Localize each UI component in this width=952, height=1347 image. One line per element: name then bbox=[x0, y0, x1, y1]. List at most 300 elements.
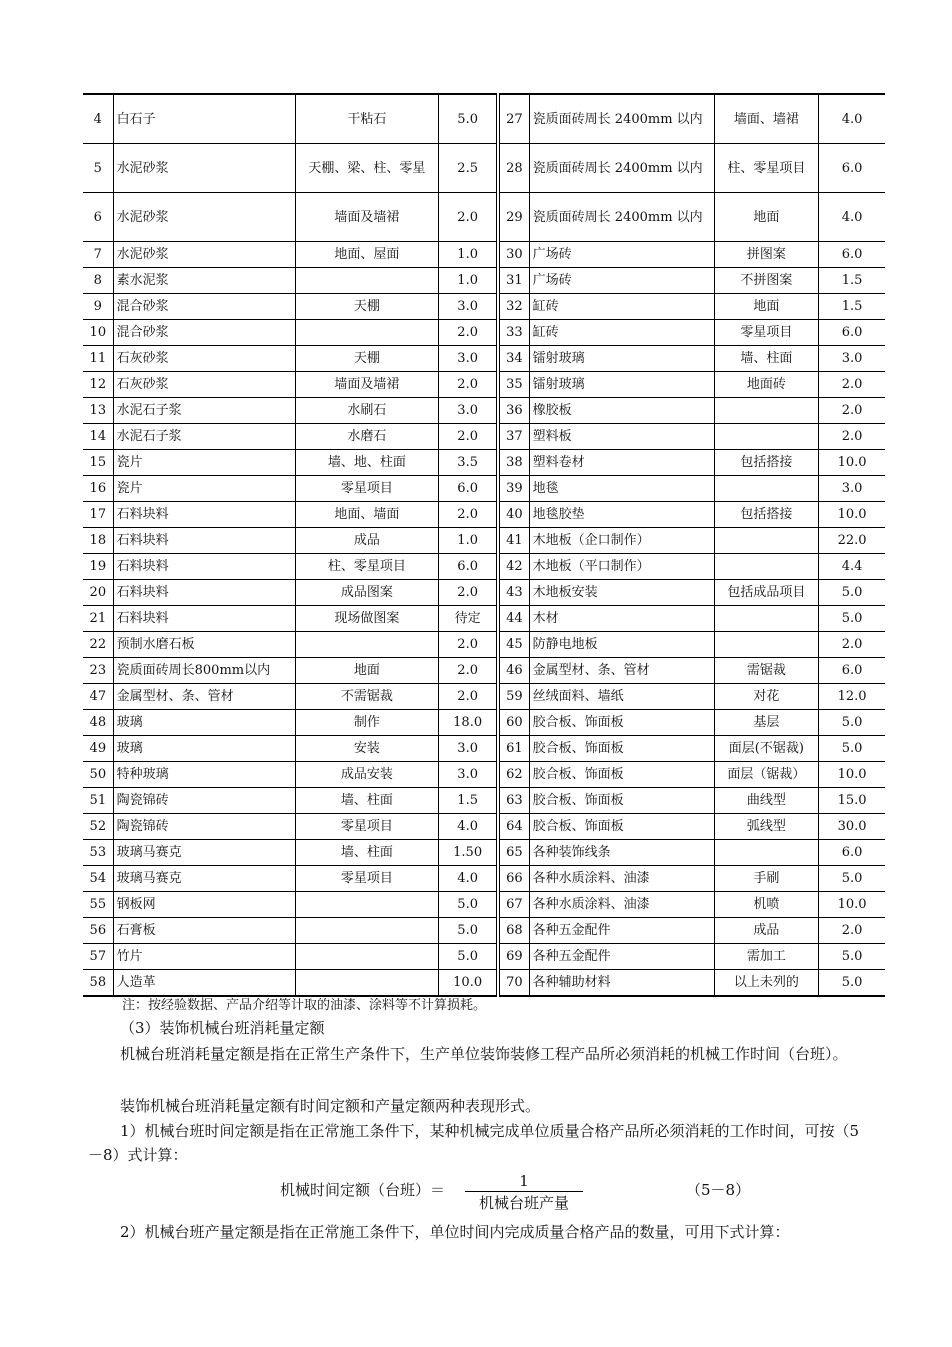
material-name: 石料块料 bbox=[113, 502, 295, 528]
usage-condition bbox=[714, 398, 819, 424]
material-name: 水泥砂浆 bbox=[113, 242, 295, 268]
material-name: 各种装饰线条 bbox=[529, 840, 714, 866]
loss-rate: 4.4 bbox=[819, 554, 885, 580]
loss-rate: 5.0 bbox=[439, 944, 498, 970]
loss-rate: 12.0 bbox=[819, 684, 885, 710]
material-name: 镭射玻璃 bbox=[529, 346, 714, 372]
usage-condition: 零星项目 bbox=[295, 476, 439, 502]
item-number: 18 bbox=[83, 528, 113, 554]
table-row bbox=[83, 193, 885, 242]
loss-rate: 6.0 bbox=[439, 554, 498, 580]
table-row bbox=[83, 710, 885, 736]
loss-rate: 10.0 bbox=[819, 762, 885, 788]
loss-rate: 5.0 bbox=[819, 944, 885, 970]
loss-rate: 3.0 bbox=[439, 294, 498, 320]
usage-condition: 墙面及墙裙 bbox=[295, 372, 439, 398]
loss-rate: 2.0 bbox=[439, 658, 498, 684]
item-number: 53 bbox=[83, 840, 113, 866]
material-name: 素水泥浆 bbox=[113, 268, 295, 294]
usage-condition: 不需锯裁 bbox=[295, 684, 439, 710]
loss-rate: 6.0 bbox=[819, 658, 885, 684]
material-name: 混合砂浆 bbox=[113, 294, 295, 320]
material-name: 瓷片 bbox=[113, 476, 295, 502]
item-number: 47 bbox=[83, 684, 113, 710]
table-row bbox=[83, 502, 885, 528]
material-name: 各种辅助材料 bbox=[529, 970, 714, 997]
item-number: 67 bbox=[498, 892, 529, 918]
item-number: 43 bbox=[498, 580, 529, 606]
item-number: 13 bbox=[83, 398, 113, 424]
usage-condition: 不拼图案 bbox=[714, 268, 819, 294]
item-number: 41 bbox=[498, 528, 529, 554]
item-number: 15 bbox=[83, 450, 113, 476]
usage-condition: 拼图案 bbox=[714, 242, 819, 268]
item-number: 6 bbox=[83, 193, 113, 242]
usage-condition: 地面 bbox=[714, 193, 819, 242]
table-body bbox=[83, 94, 885, 996]
usage-condition: 零星项目 bbox=[295, 866, 439, 892]
formula-lhs: 机械时间定额（台班）＝ bbox=[280, 1181, 446, 1199]
loss-rate: 30.0 bbox=[819, 814, 885, 840]
material-name: 石料块料 bbox=[113, 580, 295, 606]
material-name: 防静电地板 bbox=[529, 632, 714, 658]
loss-rate: 2.0 bbox=[439, 632, 498, 658]
item-number: 42 bbox=[498, 554, 529, 580]
item-number: 5 bbox=[83, 144, 113, 193]
material-name: 瓷片 bbox=[113, 450, 295, 476]
material-name: 木地板（企口制作） bbox=[529, 528, 714, 554]
usage-condition: 地面、墙面 bbox=[295, 502, 439, 528]
material-name: 各种五金配件 bbox=[529, 918, 714, 944]
material-name: 水泥砂浆 bbox=[113, 193, 295, 242]
material-name: 广场砖 bbox=[529, 268, 714, 294]
usage-condition bbox=[295, 320, 439, 346]
material-name: 玻璃马赛克 bbox=[113, 866, 295, 892]
usage-condition bbox=[295, 268, 439, 294]
item-number: 37 bbox=[498, 424, 529, 450]
table-row bbox=[83, 580, 885, 606]
material-name: 缸砖 bbox=[529, 294, 714, 320]
usage-condition: 成品安装 bbox=[295, 762, 439, 788]
material-name: 特种玻璃 bbox=[113, 762, 295, 788]
table-row bbox=[83, 94, 885, 144]
item-number: 30 bbox=[498, 242, 529, 268]
item-number: 32 bbox=[498, 294, 529, 320]
material-name: 木材 bbox=[529, 606, 714, 632]
table-row bbox=[83, 294, 885, 320]
item-number: 38 bbox=[498, 450, 529, 476]
loss-rate: 1.50 bbox=[439, 840, 498, 866]
loss-rate: 2.0 bbox=[439, 502, 498, 528]
material-name: 胶合板、饰面板 bbox=[529, 788, 714, 814]
item-number: 59 bbox=[498, 684, 529, 710]
loss-rate: 10.0 bbox=[819, 892, 885, 918]
usage-condition: 地面砖 bbox=[714, 372, 819, 398]
usage-condition: 天棚 bbox=[295, 294, 439, 320]
paragraph: 1）机械台班时间定额是指在正常施工条件下，某种机械完成单位质量合格产品所必须消耗的工作时间，可按（5－8）式计算： bbox=[88, 1122, 860, 1164]
usage-condition bbox=[714, 528, 819, 554]
item-number: 50 bbox=[83, 762, 113, 788]
loss-rate: 3.0 bbox=[819, 346, 885, 372]
item-number: 28 bbox=[498, 144, 529, 193]
paragraph: 机械台班消耗量定额是指在正常生产条件下，生产单位装饰装修工程产品所必须消耗的机械工作时间（台班）。 bbox=[120, 1045, 848, 1063]
table-row bbox=[83, 320, 885, 346]
usage-condition bbox=[295, 892, 439, 918]
usage-condition: 包括成品项目 bbox=[714, 580, 819, 606]
material-name: 石灰砂浆 bbox=[113, 372, 295, 398]
usage-condition: 地面、屋面 bbox=[295, 242, 439, 268]
loss-rate: 5.0 bbox=[819, 970, 885, 997]
material-name: 金属型材、条、管材 bbox=[529, 658, 714, 684]
material-name: 陶瓷锦砖 bbox=[113, 814, 295, 840]
loss-rate: 1.0 bbox=[439, 528, 498, 554]
loss-rate: 3.0 bbox=[439, 762, 498, 788]
usage-condition: 墙、柱面 bbox=[714, 346, 819, 372]
table-row bbox=[83, 450, 885, 476]
loss-rate: 4.0 bbox=[819, 193, 885, 242]
item-number: 27 bbox=[498, 94, 529, 144]
item-number: 14 bbox=[83, 424, 113, 450]
table-row bbox=[83, 372, 885, 398]
item-number: 68 bbox=[498, 918, 529, 944]
item-number: 21 bbox=[83, 606, 113, 632]
usage-condition: 机喷 bbox=[714, 892, 819, 918]
formula-numerator: 1 bbox=[465, 1171, 583, 1192]
loss-rate: 2.0 bbox=[819, 398, 885, 424]
loss-rate: 6.0 bbox=[819, 840, 885, 866]
loss-rate: 3.0 bbox=[439, 398, 498, 424]
usage-condition: 以上未列的 bbox=[714, 970, 819, 997]
usage-condition bbox=[714, 606, 819, 632]
loss-rate: 2.0 bbox=[439, 193, 498, 242]
material-name: 塑料卷材 bbox=[529, 450, 714, 476]
material-name: 丝绒面料、墙纸 bbox=[529, 684, 714, 710]
loss-rate: 5.0 bbox=[819, 710, 885, 736]
table-row bbox=[83, 144, 885, 193]
usage-condition bbox=[295, 918, 439, 944]
usage-condition: 需锯裁 bbox=[714, 658, 819, 684]
material-name: 胶合板、饰面板 bbox=[529, 710, 714, 736]
table-row bbox=[83, 814, 885, 840]
item-number: 58 bbox=[83, 970, 113, 997]
equation-number: （5－8） bbox=[686, 1181, 751, 1199]
item-number: 22 bbox=[83, 632, 113, 658]
item-number: 39 bbox=[498, 476, 529, 502]
item-number: 20 bbox=[83, 580, 113, 606]
item-number: 11 bbox=[83, 346, 113, 372]
material-name: 石灰砂浆 bbox=[113, 346, 295, 372]
formula-fraction bbox=[465, 1171, 583, 1214]
item-number: 7 bbox=[83, 242, 113, 268]
material-name: 石料块料 bbox=[113, 554, 295, 580]
usage-condition: 干粘石 bbox=[295, 94, 439, 144]
item-number: 16 bbox=[83, 476, 113, 502]
material-name: 玻璃 bbox=[113, 710, 295, 736]
usage-condition: 手刷 bbox=[714, 866, 819, 892]
item-number: 31 bbox=[498, 268, 529, 294]
item-number: 9 bbox=[83, 294, 113, 320]
material-name: 橡胶板 bbox=[529, 398, 714, 424]
usage-condition: 成品 bbox=[295, 528, 439, 554]
material-name: 瓷质面砖周长 2400mm 以内 bbox=[529, 193, 714, 242]
material-name: 钢板网 bbox=[113, 892, 295, 918]
material-name: 石料块料 bbox=[113, 528, 295, 554]
usage-condition: 对花 bbox=[714, 684, 819, 710]
material-name: 地毯胶垫 bbox=[529, 502, 714, 528]
item-number: 36 bbox=[498, 398, 529, 424]
usage-condition: 水刷石 bbox=[295, 398, 439, 424]
loss-rate: 1.5 bbox=[819, 268, 885, 294]
table-row bbox=[83, 762, 885, 788]
loss-rate: 2.0 bbox=[439, 424, 498, 450]
item-number: 70 bbox=[498, 970, 529, 997]
usage-condition: 成品图案 bbox=[295, 580, 439, 606]
table-row bbox=[83, 788, 885, 814]
item-number: 29 bbox=[498, 193, 529, 242]
material-name: 瓷质面砖周长 2400mm 以内 bbox=[529, 94, 714, 144]
item-number: 69 bbox=[498, 944, 529, 970]
usage-condition: 墙、柱面 bbox=[295, 788, 439, 814]
paragraph: 装饰机械台班消耗量定额有时间定额和产量定额两种表现形式。 bbox=[120, 1097, 541, 1115]
loss-rate: 3.0 bbox=[439, 346, 498, 372]
usage-condition: 包括搭接 bbox=[714, 502, 819, 528]
material-name: 缸砖 bbox=[529, 320, 714, 346]
table-row bbox=[83, 684, 885, 710]
material-name: 水泥砂浆 bbox=[113, 144, 295, 193]
usage-condition bbox=[714, 476, 819, 502]
loss-rate: 2.0 bbox=[819, 424, 885, 450]
loss-rate: 6.0 bbox=[819, 320, 885, 346]
table-row bbox=[83, 892, 885, 918]
material-name: 预制水磨石板 bbox=[113, 632, 295, 658]
table-row bbox=[83, 242, 885, 268]
item-number: 63 bbox=[498, 788, 529, 814]
loss-rate: 2.5 bbox=[439, 144, 498, 193]
loss-rate: 2.0 bbox=[439, 580, 498, 606]
usage-condition: 零星项目 bbox=[295, 814, 439, 840]
loss-rate: 4.0 bbox=[439, 814, 498, 840]
loss-rate: 5.0 bbox=[439, 918, 498, 944]
material-name: 混合砂浆 bbox=[113, 320, 295, 346]
usage-condition: 成品 bbox=[714, 918, 819, 944]
loss-rate: 2.0 bbox=[439, 684, 498, 710]
material-name: 胶合板、饰面板 bbox=[529, 736, 714, 762]
loss-rate: 2.0 bbox=[819, 632, 885, 658]
loss-rate: 22.0 bbox=[819, 528, 885, 554]
table-row bbox=[83, 918, 885, 944]
section-heading: （3）装饰机械台班消耗量定额 bbox=[120, 1019, 325, 1037]
table-row bbox=[83, 840, 885, 866]
loss-rate: 5.0 bbox=[819, 580, 885, 606]
loss-rate: 18.0 bbox=[439, 710, 498, 736]
usage-condition: 制作 bbox=[295, 710, 439, 736]
usage-condition: 基层 bbox=[714, 710, 819, 736]
material-name: 各种水质涂料、油漆 bbox=[529, 892, 714, 918]
table-row bbox=[83, 528, 885, 554]
loss-rate: 1.0 bbox=[439, 268, 498, 294]
loss-rate: 5.0 bbox=[439, 94, 498, 144]
usage-condition: 地面 bbox=[714, 294, 819, 320]
usage-condition: 墙、柱面 bbox=[295, 840, 439, 866]
item-number: 55 bbox=[83, 892, 113, 918]
item-number: 17 bbox=[83, 502, 113, 528]
usage-condition: 天棚、梁、柱、零星 bbox=[295, 144, 439, 193]
usage-condition: 墙面、墙裙 bbox=[714, 94, 819, 144]
loss-rate: 10.0 bbox=[439, 970, 498, 997]
usage-condition: 曲线型 bbox=[714, 788, 819, 814]
material-name: 白石子 bbox=[113, 94, 295, 144]
item-number: 19 bbox=[83, 554, 113, 580]
item-number: 62 bbox=[498, 762, 529, 788]
material-name: 木地板（平口制作） bbox=[529, 554, 714, 580]
usage-condition bbox=[295, 944, 439, 970]
item-number: 56 bbox=[83, 918, 113, 944]
usage-condition: 零星项目 bbox=[714, 320, 819, 346]
table-row bbox=[83, 736, 885, 762]
item-number: 64 bbox=[498, 814, 529, 840]
item-number: 49 bbox=[83, 736, 113, 762]
material-name: 塑料板 bbox=[529, 424, 714, 450]
material-name: 胶合板、饰面板 bbox=[529, 814, 714, 840]
usage-condition bbox=[295, 970, 439, 997]
usage-condition: 地面 bbox=[295, 658, 439, 684]
usage-condition: 面层（锯裁） bbox=[714, 762, 819, 788]
table-row bbox=[83, 398, 885, 424]
loss-rate: 2.0 bbox=[439, 320, 498, 346]
usage-condition: 水磨石 bbox=[295, 424, 439, 450]
loss-rate: 6.0 bbox=[819, 144, 885, 193]
item-number: 40 bbox=[498, 502, 529, 528]
table-row bbox=[83, 268, 885, 294]
material-name: 木地板安装 bbox=[529, 580, 714, 606]
usage-condition: 柱、零星项目 bbox=[295, 554, 439, 580]
item-number: 23 bbox=[83, 658, 113, 684]
loss-rate: 1.5 bbox=[439, 788, 498, 814]
material-name: 石膏板 bbox=[113, 918, 295, 944]
material-name: 金属型材、条、管材 bbox=[113, 684, 295, 710]
table-row bbox=[83, 424, 885, 450]
formula-5-8 bbox=[0, 1171, 952, 1215]
loss-rate: 2.0 bbox=[819, 918, 885, 944]
loss-rate: 3.0 bbox=[439, 736, 498, 762]
item-number: 57 bbox=[83, 944, 113, 970]
usage-condition: 包括搭接 bbox=[714, 450, 819, 476]
item-number: 48 bbox=[83, 710, 113, 736]
material-name: 瓷质面砖周长 2400mm 以内 bbox=[529, 144, 714, 193]
loss-rate: 15.0 bbox=[819, 788, 885, 814]
table-row bbox=[83, 658, 885, 684]
loss-rate: 6.0 bbox=[819, 242, 885, 268]
item-number: 8 bbox=[83, 268, 113, 294]
material-name: 玻璃 bbox=[113, 736, 295, 762]
loss-rate: 3.5 bbox=[439, 450, 498, 476]
item-number: 65 bbox=[498, 840, 529, 866]
formula-denominator: 机械台班产量 bbox=[478, 1194, 569, 1212]
item-number: 4 bbox=[83, 94, 113, 144]
item-number: 60 bbox=[498, 710, 529, 736]
material-name: 水泥石子浆 bbox=[113, 398, 295, 424]
table-row bbox=[83, 970, 885, 997]
paragraph: 2）机械台班产量定额是指在正常施工条件下，单位时间内完成质量合格产品的数量，可用下式计算： bbox=[120, 1223, 790, 1241]
loss-rate: 1.0 bbox=[439, 242, 498, 268]
item-number: 10 bbox=[83, 320, 113, 346]
usage-condition: 现场做图案 bbox=[295, 606, 439, 632]
usage-condition bbox=[295, 632, 439, 658]
item-number: 46 bbox=[498, 658, 529, 684]
loss-rate: 5.0 bbox=[439, 892, 498, 918]
item-number: 12 bbox=[83, 372, 113, 398]
usage-condition bbox=[714, 554, 819, 580]
table-note: 注：按经验数据、产品介绍等计取的油漆、涂料等不计算损耗。 bbox=[122, 998, 487, 1013]
usage-condition bbox=[714, 632, 819, 658]
material-name: 水泥石子浆 bbox=[113, 424, 295, 450]
item-number: 61 bbox=[498, 736, 529, 762]
loss-rate: 3.0 bbox=[819, 476, 885, 502]
usage-condition bbox=[714, 840, 819, 866]
usage-condition bbox=[714, 424, 819, 450]
usage-condition: 天棚 bbox=[295, 346, 439, 372]
usage-condition: 柱、零星项目 bbox=[714, 144, 819, 193]
table-row bbox=[83, 554, 885, 580]
loss-rate: 1.5 bbox=[819, 294, 885, 320]
material-loss-rate-table bbox=[83, 93, 885, 997]
material-name: 胶合板、饰面板 bbox=[529, 762, 714, 788]
table-row bbox=[83, 632, 885, 658]
item-number: 66 bbox=[498, 866, 529, 892]
loss-rate: 4.0 bbox=[439, 866, 498, 892]
material-name: 人造革 bbox=[113, 970, 295, 997]
loss-rate: 2.0 bbox=[819, 372, 885, 398]
item-number: 34 bbox=[498, 346, 529, 372]
item-number: 52 bbox=[83, 814, 113, 840]
table-row bbox=[83, 606, 885, 632]
material-name: 镭射玻璃 bbox=[529, 372, 714, 398]
material-name: 各种水质涂料、油漆 bbox=[529, 866, 714, 892]
item-number: 35 bbox=[498, 372, 529, 398]
item-number: 51 bbox=[83, 788, 113, 814]
loss-rate: 10.0 bbox=[819, 502, 885, 528]
loss-rate: 6.0 bbox=[439, 476, 498, 502]
loss-rate: 5.0 bbox=[819, 866, 885, 892]
table-row bbox=[83, 346, 885, 372]
material-name: 竹片 bbox=[113, 944, 295, 970]
loss-rate: 5.0 bbox=[819, 736, 885, 762]
material-name: 陶瓷锦砖 bbox=[113, 788, 295, 814]
usage-condition: 墙、地、柱面 bbox=[295, 450, 439, 476]
material-name: 瓷质面砖周长800mm以内 bbox=[113, 658, 295, 684]
usage-condition: 弧线型 bbox=[714, 814, 819, 840]
item-number: 54 bbox=[83, 866, 113, 892]
material-name: 广场砖 bbox=[529, 242, 714, 268]
usage-condition: 安装 bbox=[295, 736, 439, 762]
table-row bbox=[83, 944, 885, 970]
table-row bbox=[83, 476, 885, 502]
usage-condition: 面层(不锯裁) bbox=[714, 736, 819, 762]
loss-rate: 4.0 bbox=[819, 94, 885, 144]
loss-rate: 5.0 bbox=[819, 606, 885, 632]
material-name: 玻璃马赛克 bbox=[113, 840, 295, 866]
loss-rate: 待定 bbox=[439, 606, 498, 632]
table-row bbox=[83, 866, 885, 892]
item-number: 33 bbox=[498, 320, 529, 346]
loss-rate: 10.0 bbox=[819, 450, 885, 476]
material-name: 石料块料 bbox=[113, 606, 295, 632]
usage-condition: 墙面及墙裙 bbox=[295, 193, 439, 242]
loss-rate: 2.0 bbox=[439, 372, 498, 398]
item-number: 45 bbox=[498, 632, 529, 658]
item-number: 44 bbox=[498, 606, 529, 632]
usage-condition: 需加工 bbox=[714, 944, 819, 970]
